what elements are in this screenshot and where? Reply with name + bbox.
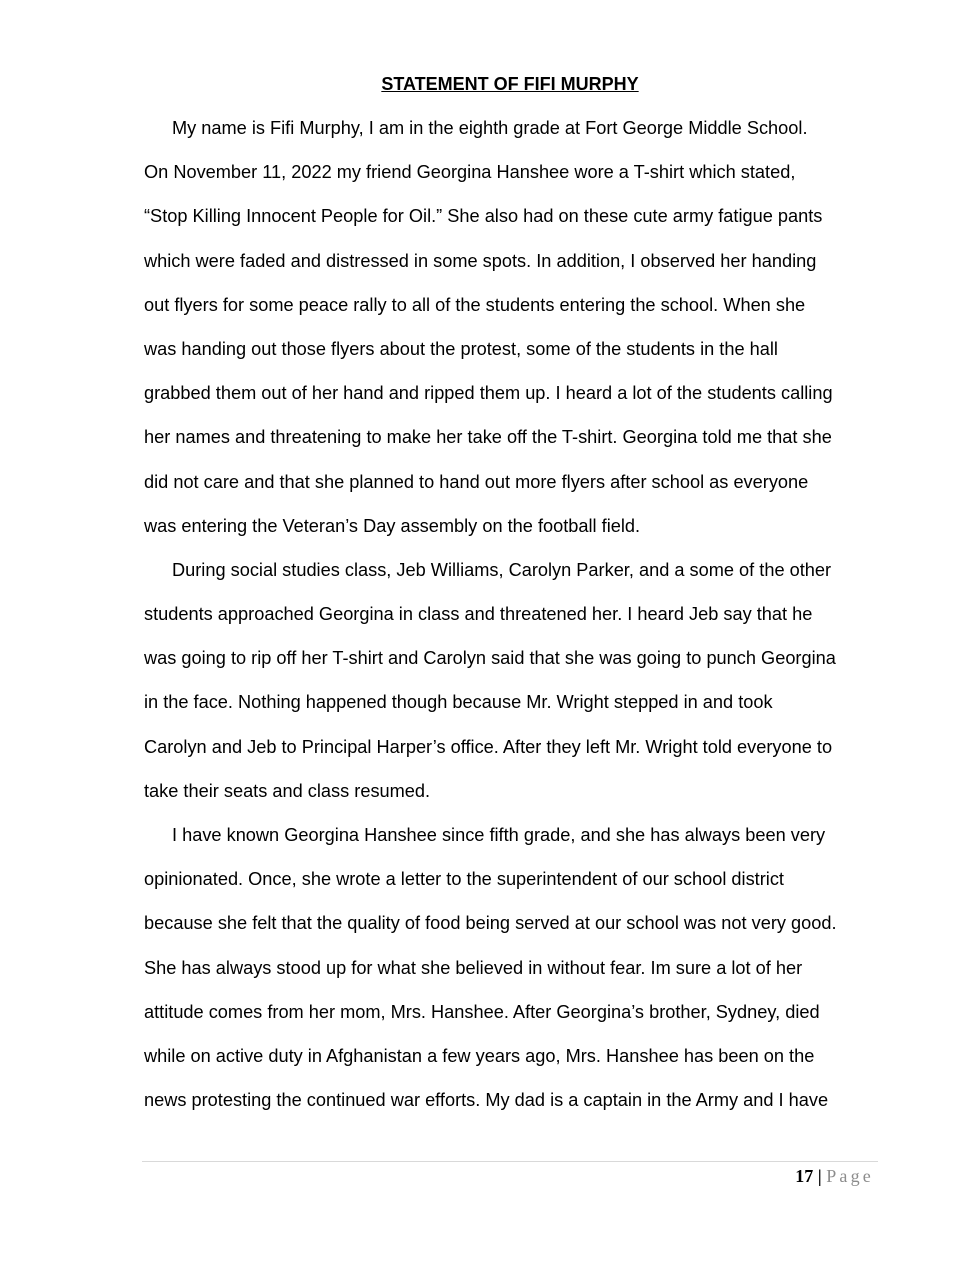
paragraph-3-line-2: opinionated. Once, she wrote a letter to the superintendent of our school district (144, 869, 784, 890)
paragraph-2-line-3: was going to rip off her T-shirt and Carolyn said that she was going to punch Georgina (144, 648, 836, 669)
paragraph-1-line-5: out flyers for some peace rally to all of the students entering the school. When she (144, 294, 806, 315)
paragraph-3-line-5: attitude comes from her mom, Mrs. Hanshee. After Georgina’s brother, Sydney, died (144, 1001, 820, 1022)
page-label: Page (826, 1166, 874, 1186)
paragraph-1-line-4: which were faded and distressed in some spots. In addition, I observed her handing (144, 250, 817, 271)
paragraph-2-line-4: in the face. Nothing happened though because Mr. Wright stepped in and took (144, 692, 773, 713)
paragraph-3-line-3: because she felt that the quality of food being served at our school was not very good. (144, 913, 837, 934)
paragraph-2-line-6: take their seats and class resumed. (144, 780, 431, 801)
paragraph-2-line-2: students approached Georgina in class and threatened her. I heard Jeb say that he (144, 604, 813, 625)
footer-separator: | (817, 1166, 822, 1186)
page-footer (795, 1164, 874, 1188)
paragraph-3-line-1: I have known Georgina Hanshee since fifth grade, and she has always been very (172, 825, 826, 845)
footer-divider (142, 1161, 878, 1162)
paragraph-1-line-2: On November 11, 2022 my friend Georgina Hanshee wore a T-shirt which stated, (144, 162, 796, 183)
paragraph-1-line-7: grabbed them out of her hand and ripped them up. I heard a lot of the students calling (144, 383, 833, 404)
statement-body (144, 115, 879, 1131)
paragraph-3-line-6: while on active duty in Afghanistan a few years ago, Mrs. Hanshee has been on the (144, 1045, 815, 1066)
paragraph-1-line-3: “Stop Killing Innocent People for Oil.” She also had on these cute army fatigue pants (144, 206, 823, 227)
paragraph-2-line-5: Carolyn and Jeb to Principal Harper’s office. After they left Mr. Wright told everyone to (144, 736, 833, 757)
paragraph-1-line-10: was entering the Veteran’s Day assembly on the football field. (144, 515, 641, 536)
page-number: 17 (795, 1166, 814, 1186)
paragraph-1-line-6: was handing out those flyers about the protest, some of the students in the hall (144, 338, 778, 359)
paragraph-1-line-8: her names and threatening to make her take off the T-shirt. Georgina told me that she (144, 427, 832, 448)
paragraph-2-line-1: During social studies class, Jeb Williams, Carolyn Parker, and a some of the other (172, 559, 832, 580)
statement-title: STATEMENT OF FIFI MURPHY (381, 74, 639, 94)
paragraph-1-line-9: did not care and that she planned to hand out more flyers after school as everyone (144, 471, 809, 492)
paragraph-3-line-4: She has always stood up for what she believed in without fear. Im sure a lot of her (144, 957, 803, 978)
paragraph-1-line-1: My name is Fifi Murphy, I am in the eighth grade at Fort George Middle School. (172, 118, 808, 138)
paragraph-3-line-7: news protesting the continued war efforts. My dad is a captain in the Army and I have (144, 1090, 829, 1111)
